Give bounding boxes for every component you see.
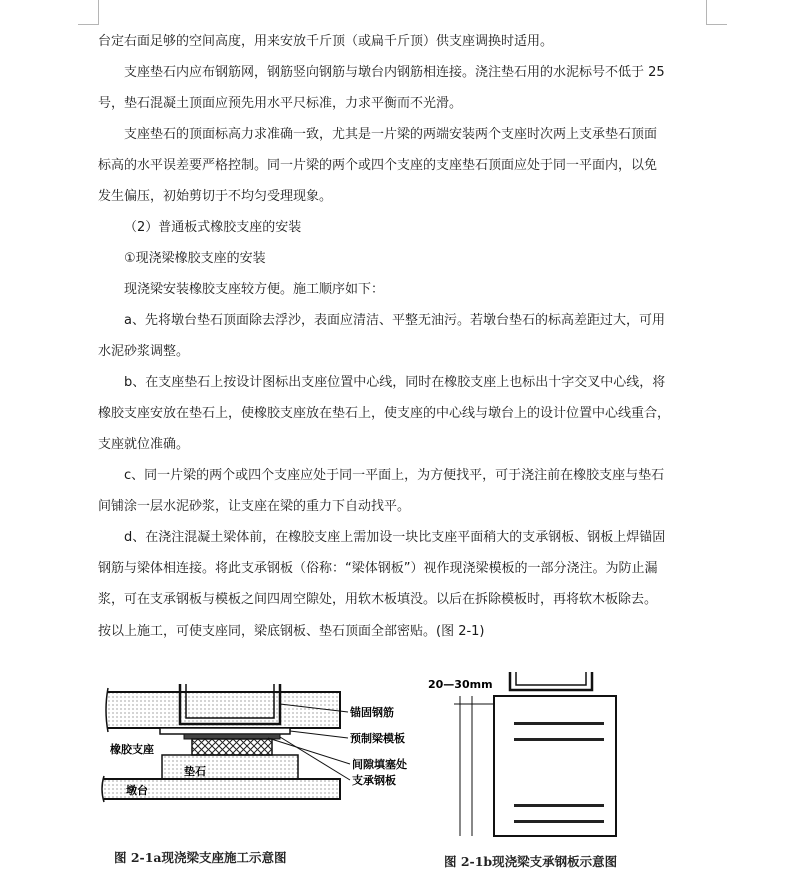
- figure-2-1b-caption: 图 2-1b现浇梁支承钢板示意图: [444, 854, 618, 869]
- paragraph-p7: [98, 367, 708, 460]
- page-corner-mark-left: [78, 0, 99, 25]
- paragraph-line: 台定右面足够的空间高度，用来安放千斤顶（或扁千斤顶）供支座调换时适用。: [98, 34, 554, 49]
- label-bearing-plate: 支承钢板: [352, 774, 396, 787]
- paragraph-line: ①现浇梁橡胶支座的安装: [124, 251, 266, 266]
- dimension-label: 20—30mm: [428, 678, 493, 691]
- paragraph-line: （2）普通板式橡胶支座的安装: [124, 220, 302, 235]
- paragraph-line: 标高的水平误差要严格控制。同一片梁的两个或四个支座的支座垫石顶面应处于同一平面内，以免: [98, 158, 658, 173]
- paragraph-line: c、同一片梁的两个或四个支座应处于同一平面上，为方便找平，可于浇注前在橡胶支座与垫石: [124, 468, 665, 483]
- paragraph-line: 支座垫石内应布钢筋网，钢筋竖向钢筋与墩台内钢筋相连接。浇注垫石用的水泥标号不低于 25: [124, 65, 665, 80]
- label-anchor-bar: 锚固钢筋: [350, 706, 394, 719]
- figure-2-1b: [428, 670, 640, 869]
- figure-2-1a: [100, 676, 430, 865]
- paragraph-p4: [98, 243, 708, 274]
- paragraph-p8: [98, 460, 708, 522]
- paragraph-p0: [98, 26, 708, 57]
- paragraph-line: a、先将墩台垫石顶面除去浮沙，表面应清洁、平整无油污。若墩台垫石的标高差距过大，可用: [124, 313, 665, 328]
- paragraph-line: 发生偏压，初始剪切于不均匀受理现象。: [98, 189, 333, 204]
- paragraph-line: 号，垫石混凝土顶面应预先用水平尺标准，力求平衡而不光滑。: [98, 96, 463, 111]
- paragraph-line: b、在支座垫石上按设计图标出支座位置中心线，同时在橡胶支座上也标出十字交叉中心线，将: [124, 375, 666, 390]
- label-pad-stone: 垫石: [184, 765, 206, 778]
- paragraph-p3: [98, 212, 708, 243]
- paragraph-p5: [98, 274, 708, 305]
- paragraph-line: 间铺涂一层水泥砂浆，让支座在梁的重力下自动找平。: [98, 499, 411, 514]
- paragraph-line: d、在浇注混凝土梁体前，在橡胶支座上需加设一块比支座平面稍大的支承钢板、钢板上焊锚固: [124, 530, 666, 545]
- paragraph-p6: [98, 305, 708, 367]
- paragraph-line: 按以上施工，可使支座同，梁底钢板、垫石顶面全部密贴。(图 2-1): [98, 624, 485, 639]
- label-pier: 墩台: [126, 784, 148, 797]
- label-precast-form: 预制梁模板: [350, 732, 405, 745]
- paragraph-line: 支座垫石的顶面标高力求准确一致，尤其是一片梁的两端安装两个支座时次两上支承垫石顶面: [124, 127, 658, 142]
- paragraph-line: 浆，可在支承钢板与模板之间四周空隙处，用软木板填没。以后在拆除模板时，再将软木板除去。: [98, 592, 658, 607]
- paragraph-p1: [98, 57, 708, 119]
- paragraph-line: 支座就位准确。: [98, 437, 190, 452]
- paragraph-line: 水泥砂浆调整。: [98, 344, 190, 359]
- paragraph-p9: [98, 522, 708, 615]
- label-gap-filler: 间隙填塞处: [352, 758, 407, 771]
- figure-2-1a-drawing: [100, 676, 430, 846]
- page-corner-mark-right: [706, 0, 727, 25]
- figure-2-1b-drawing: [428, 670, 640, 850]
- paragraph-line: 橡胶支座安放在垫石上，使橡胶支座放在垫石上，使支座的中心线与墩台上的设计位置中心线重合，: [98, 406, 671, 421]
- paragraph-p2: [98, 119, 708, 212]
- label-rubber-bearing: 橡胶支座: [110, 743, 154, 756]
- paragraph-p10: [98, 616, 708, 647]
- figure-2-1a-caption: 图 2-1a现浇梁支座施工示意图: [114, 850, 287, 865]
- paragraph-line: 钢筋与梁体相连接。将此支承钢板（俗称：“梁体钢板”）视作现浇梁模板的一部分浇注。为防止漏: [98, 561, 658, 576]
- paragraph-line: 现浇梁安装橡胶支座较方便。施工顺序如下：: [124, 282, 385, 297]
